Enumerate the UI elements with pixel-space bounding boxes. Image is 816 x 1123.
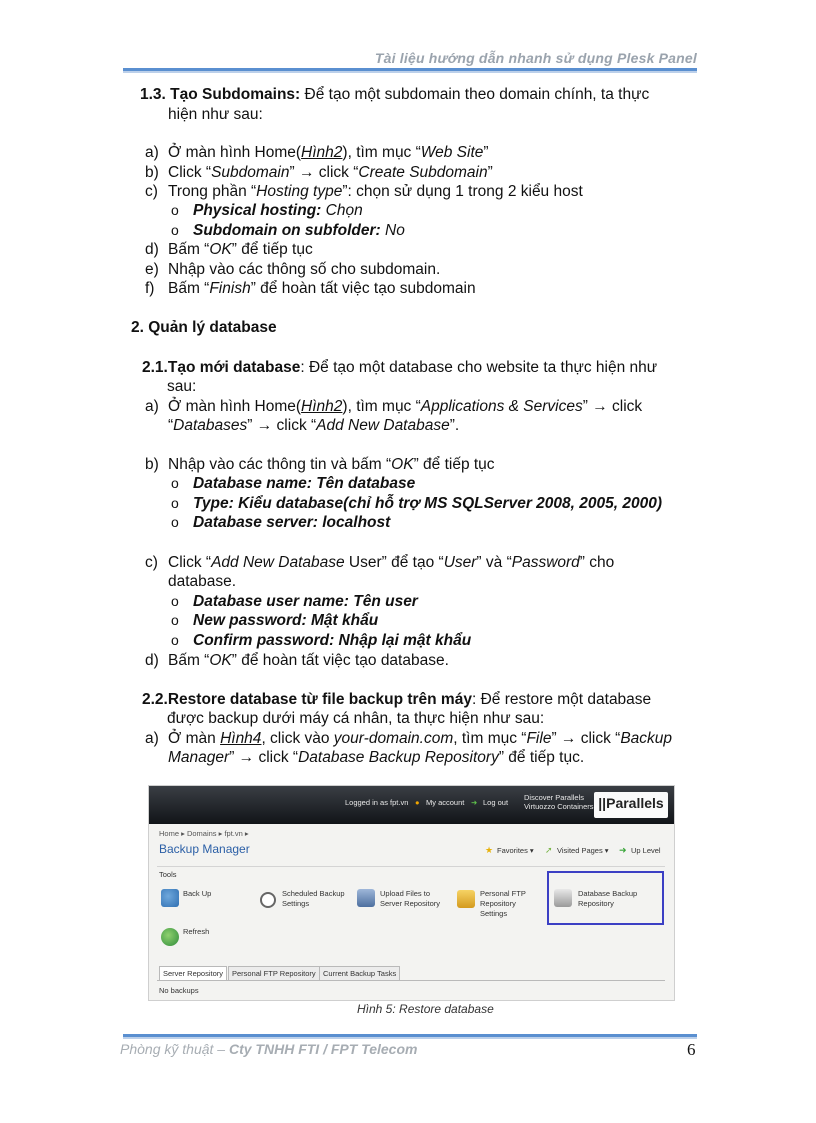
section-1-3-number: 1.3. xyxy=(140,86,166,103)
sub-list-item: o Database user name: Tên user xyxy=(171,593,418,610)
section-2-1-item-c: c) Click “Add New Database User” để tạo “User” và “Password” cho database. o Database user name: Tên user o New password: Mật khẩu o Confirm password: Nhập lại mật khẩu xyxy=(145,554,615,649)
discover-line2: Virtuozzo Containers xyxy=(524,802,594,811)
refresh-icon[interactable] xyxy=(161,928,179,946)
section-1-3-list xyxy=(145,143,705,303)
list-item: a) Ở màn hình Home(Hình2), tìm mục “Web Site” xyxy=(145,144,489,161)
screenshot-topbar xyxy=(149,786,674,824)
sub-list-item: o Database server: localhost xyxy=(171,514,391,531)
logout-arrow-icon: ➜ xyxy=(471,798,478,807)
section-1-3-heading xyxy=(140,85,700,125)
refresh-tool[interactable]: Refresh xyxy=(183,927,210,936)
section-2-1-item-d: d) Bấm “OK” để hoàn tất việc tạo database. xyxy=(145,652,449,669)
sub-list-item: o Subdomain on subfolder: No xyxy=(171,222,405,239)
ftp-folder-icon[interactable] xyxy=(457,890,475,908)
user-icon: ● xyxy=(415,798,420,807)
page-number: 6 xyxy=(687,1040,696,1059)
tab-current-backup-tasks[interactable]: Current Backup Tasks xyxy=(319,966,400,980)
favorites-menu[interactable]: Favorites ▾ xyxy=(497,846,534,855)
parallels-logo: ||Parallels xyxy=(594,792,668,818)
list-item: b) Click “Subdomain” → click “Create Subdomain” xyxy=(145,164,493,181)
section-2-2-heading: 2.2.Restore database từ file backup trên máy: Để restore một database được backup dưới máy cá nhân, ta thực hiện như sau: xyxy=(142,691,652,727)
sub-list-item: o Database name: Tên database xyxy=(171,475,416,492)
section-2-1-heading: 2.1.Tạo mới database: Để tạo một database cho website ta thực hiện như sau: xyxy=(142,359,658,395)
section-1-3-title: Tạo Subdomains: xyxy=(170,86,301,103)
section-2-heading: 2. Quản lý database xyxy=(131,319,277,336)
clock-icon[interactable] xyxy=(260,892,276,908)
backup-manager-screenshot xyxy=(148,785,675,1001)
logged-in-text: Logged in as fpt.vn xyxy=(345,798,409,807)
my-account-link[interactable]: My account xyxy=(426,798,465,807)
list-item: d) Bấm “OK” để tiếp tục xyxy=(145,241,313,258)
header-title: Tài liệu hướng dẫn nhanh sử dụng Plesk Panel xyxy=(374,50,697,66)
upload-files-icon[interactable] xyxy=(357,889,375,907)
tab-personal-ftp-repository[interactable]: Personal FTP Repository xyxy=(228,966,320,980)
up-level-link[interactable]: Up Level xyxy=(631,846,661,855)
tools-label: Tools xyxy=(159,870,177,879)
personal-ftp-tool[interactable]: Personal FTP Repository Settings xyxy=(480,889,526,918)
back-up-tool[interactable]: Back Up xyxy=(183,889,212,898)
sub-list-item: o Physical hosting: Chọn xyxy=(171,202,363,219)
section-2-1-item-a: a) Ở màn hình Home(Hình2), tìm mục “Applications & Services” → click “Databases” → click “Add New Database”. xyxy=(145,398,643,434)
tab-divider xyxy=(157,980,665,981)
visited-pages-menu[interactable]: Visited Pages ▾ xyxy=(557,846,609,855)
divider xyxy=(157,866,665,867)
visited-pages-icon: ➚ xyxy=(545,845,553,855)
footer-company: Phòng kỹ thuật – Cty TNHH FTI / FPT Telecom xyxy=(120,1041,418,1057)
tab-server-repository[interactable]: Server Repository xyxy=(159,966,227,980)
list-item: c) Trong phần “Hosting type”: chọn sử dụng 1 trong 2 kiểu host xyxy=(145,183,583,200)
upload-files-tool[interactable]: Upload Files to Server Repository xyxy=(380,889,441,908)
sub-list-item: o New password: Mật khẩu xyxy=(171,612,379,629)
scheduled-backup-tool[interactable]: Scheduled Backup Settings xyxy=(282,889,345,908)
section-2-2-item-a: a) Ở màn Hình4, click vào your-domain.com, tìm mục “File” → click “Backup Manager” → click “Database Backup Repository” để tiếp tục. xyxy=(145,730,673,766)
discover-line1: Discover Parallels xyxy=(524,793,585,802)
section-1-3-intro: Để tạo một subdomain theo domain chính, ta thực xyxy=(300,86,650,103)
status-text: No backups xyxy=(159,986,199,995)
figure-caption: Hình 5: Restore database xyxy=(357,1002,494,1016)
database-icon[interactable] xyxy=(554,889,572,907)
back-up-icon[interactable] xyxy=(161,889,179,907)
log-out-link[interactable]: Log out xyxy=(483,798,509,807)
header-rule xyxy=(123,68,697,73)
list-item: e) Nhập vào các thông số cho subdomain. xyxy=(145,261,441,278)
database-backup-repository-tool[interactable]: Database Backup Repository xyxy=(578,889,638,908)
sub-list-item: o Confirm password: Nhập lại mật khẩu xyxy=(171,632,472,649)
section-1-3-intro-2: hiện như sau: xyxy=(168,106,263,123)
favorites-icon: ★ xyxy=(485,845,494,855)
section-2-1-item-b: b) Nhập vào các thông tin và bấm “OK” để tiếp tục o Database name: Tên database o Type: Kiểu database(chỉ hỗ trợ MS SQLServer 2008, 2005, 2000) o Database server: localhost xyxy=(145,456,662,531)
up-level-icon: ➜ xyxy=(619,845,627,855)
breadcrumb[interactable]: Home ▸ Domains ▸ fpt.vn ▸ xyxy=(159,829,249,838)
footer-rule xyxy=(123,1034,697,1039)
sub-list-item: o Type: Kiểu database(chỉ hỗ trợ MS SQLServer 2008, 2005, 2000) xyxy=(171,495,662,512)
page-title: Backup Manager xyxy=(159,842,250,856)
list-item: f) Bấm “Finish” để hoàn tất việc tạo subdomain xyxy=(145,280,476,297)
